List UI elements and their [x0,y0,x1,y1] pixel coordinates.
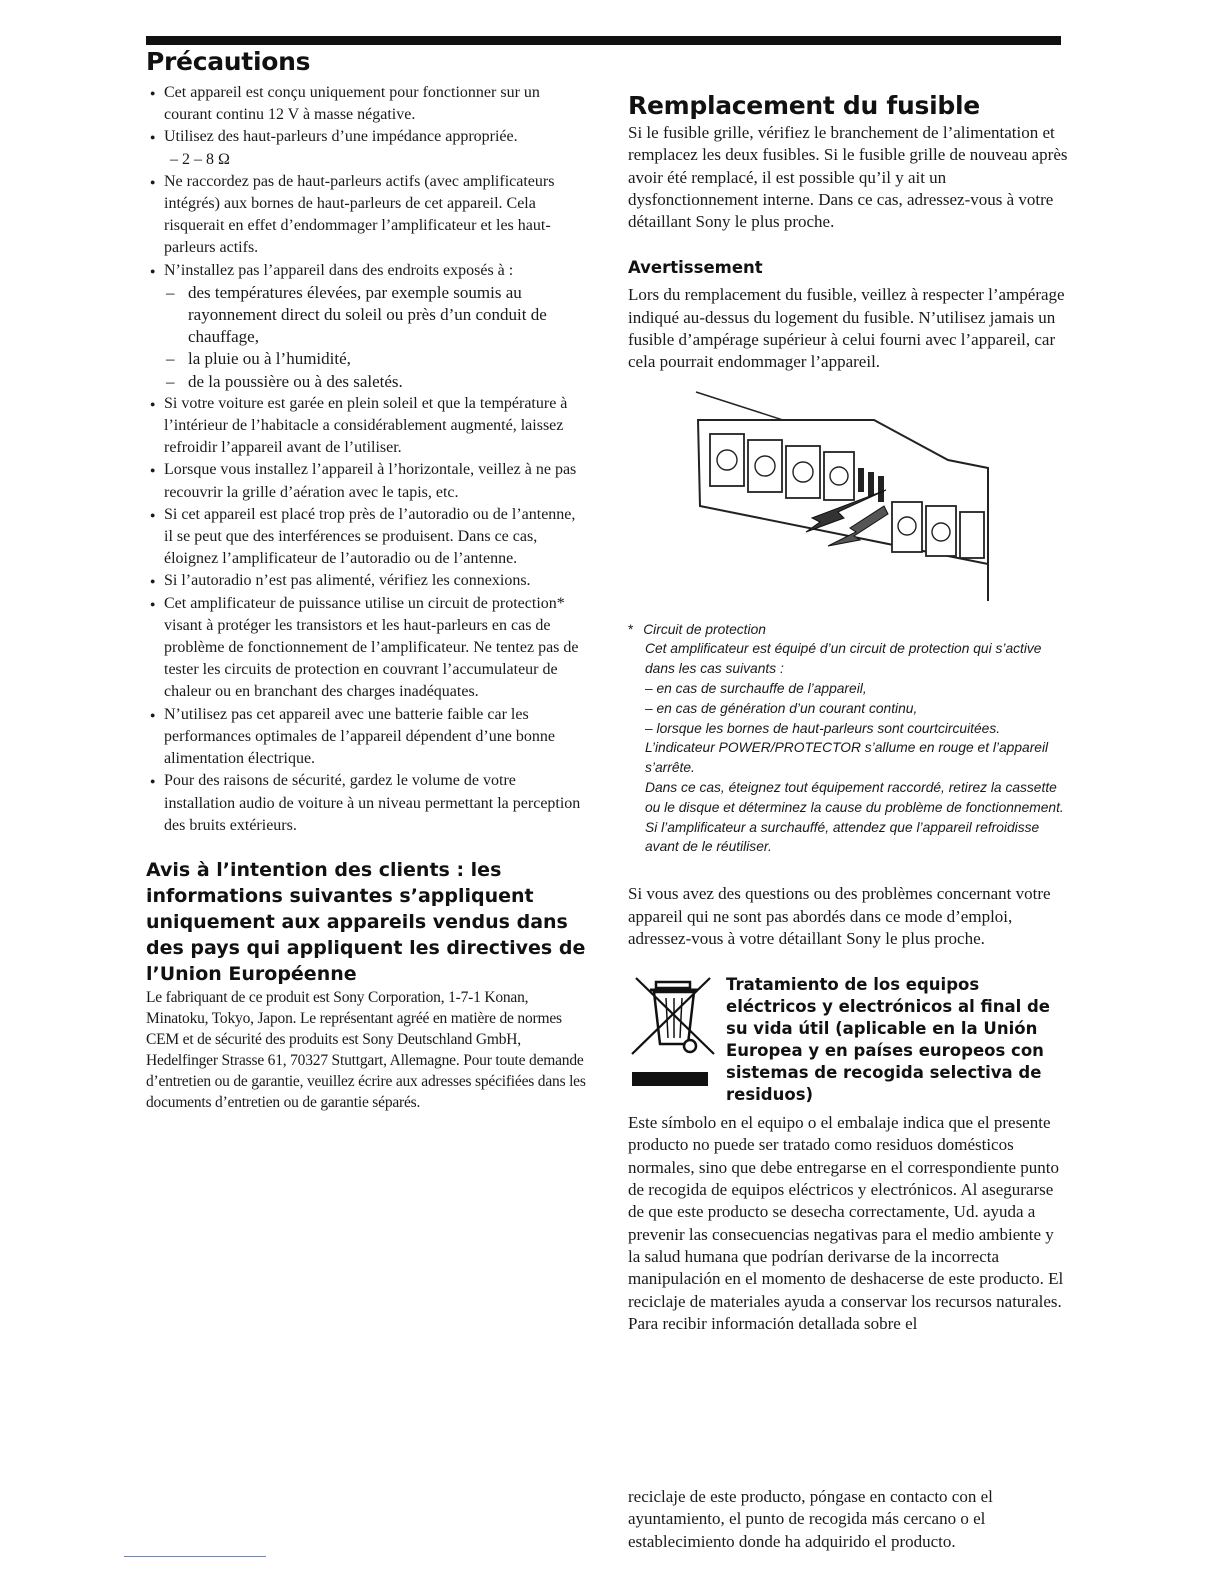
list-item: ● Si votre voiture est garée en plein soleil et que la température à l’intérieur de l’habitacle a considérablement augmenté, laissez refroidir l’appareil avant de l’utiliser. [146,393,586,460]
list-item: – des températures élevées, par exemple soumis au rayonnement direct du soleil ou près d’un conduit de chauffage, [164,282,586,349]
note-advice: Dans ce cas, éteignez tout équipement raccordé, retirez la cassette ou le disque et déterminez la cause du problème de fonctionnement. Si l’amplificateur a surchauffé, attendez que l’appareil refroidisse avant de le réutiliser. [645,780,1064,855]
warning-body: Lors du remplacement du fusible, veillez à respecter l’ampérage indiqué au-dessus du logement du fusible. N’utilisez jamais un fusible d’ampérage supérieur à celui fourni avec l’appareil, car cela pourrait endommager l’appareil. [628,285,1065,372]
fuse-replacement-illustration [688,386,1008,606]
note-title: Circuit de protection [643,621,766,637]
note-case: – lorsque les bornes de haut-parleurs sont courtcircuitées. [645,720,1001,736]
list-item: ● Cet appareil est conçu uniquement pour fonctionner sur un courant continu 12 V à masse négative. [146,82,586,126]
fuse-body: Si le fusible grille, vérifiez le branchement de l’alimentation et remplacez les deux fusibles. Si le fusible grille de nouveau après avoir été remplacé, il est possible qu’il y ait un dysfonctionnement interne. Dans ce cas, adressez-vous à votre détaillant Sony le plus proche. [628,123,1068,232]
note-case: – en cas de génération d’un courant continu, [645,700,918,716]
list-item: ● N’utilisez pas cet appareil avec une batterie faible car les performances optimales de l’appareil dépendent d’une bonne alimentation électrique. [146,704,586,771]
list-item: ● Si l’autoradio n’est pas alimenté, vérifiez les connexions. [146,570,586,592]
crossed-out-wheelie-bin-icon [628,974,724,1092]
footer-rule [124,1556,266,1557]
list-item: ● Si cet appareil est placé trop près de l’autoradio ou de l’antenne, il se peut que des interférences se produisent. Dans ce cas, éloignez l’amplificateur de l’autoradio ou de l’antenne. [146,504,586,571]
left-column [146,46,586,1113]
top-rule [146,36,1061,45]
exposure-intro: N’installez pas l’appareil dans des endroits exposés à : [164,261,514,279]
list-item: – de la poussière ou à des saletés. [164,371,586,393]
list-item: ● Cet amplificateur de puissance utilise un circuit de protection* visant à protéger les transistors et les haut-parleurs en cas de problème de fonctionnement de l’amplificateur. Ne tentez pas de tester les circuits de protection en couvrant l’accumulateur de chaleur ou en branchant des charges inadéquates. [146,593,586,704]
note-result: L’indicateur POWER/PROTECTOR s’allume en rouge et l’appareil s’arrête. [645,740,1049,776]
list-item: ● Pour des raisons de sécurité, gardez le volume de votre installation audio de voiture à un niveau permettant la perception des bruits extérieurs. [146,770,586,837]
speaker-impedance-text: Utilisez des haut-parleurs d’une impédance appropriée. [164,128,518,146]
note-intro: Cet amplificateur est équipé d’un circuit de protection qui s’active dans les cas suivants : [645,641,1042,677]
weee-continuation-text: reciclaje de este producto, póngase en contacto con el ayuntamiento, el punto de recogida más cercano o el establecimiento donde ha adquirido el producto. [628,1487,993,1551]
note-case: – en cas de surchauffe de l’appareil, [645,681,867,697]
warning-heading: Avertissement [628,258,763,278]
weee-section [628,974,1068,1106]
impedance-value: – 2 – 8 Ω [170,150,230,168]
weee-continuation [628,1486,1068,1553]
right-column [628,90,1068,1335]
questions-text: Si vous avez des questions ou des problèmes concernant votre appareil qui ne sont pas abordés dans ce mode d’emploi, adressez-vous à votre détaillant Sony le plus proche. [628,884,1051,948]
protection-note [628,620,1068,858]
list-item [146,260,586,393]
precautions-list [146,82,586,837]
eu-notice-body: Le fabriquant de ce produit est Sony Corporation, 1-7-1 Konan, Minatoku, Tokyo, Japon. Le représentant agréé en matière de normes CEM et de sécurité des produits est Sony Deutschland GmbH, Hedelfinger Strasse 61, 70327 Stuttgart, Allemagne. Pour toute demande d’entretien ou de garantie, veuillez écrire aux adresses spécifiées dans les documents d’entretien ou de garantie séparés. [146,988,586,1111]
precautions-heading: Précautions [146,47,311,76]
list-item: ● Ne raccordez pas de haut-parleurs actifs (avec amplificateurs intégrés) aux bornes de haut-parleurs de cet appareil. Cela risquerait en effet d’endommager l’amplificateur et les haut-parleurs actifs. [146,171,586,260]
weee-body: Este símbolo en el equipo o el embalaje indica que el presente producto no puede ser tratado como residuos domésticos normales, sino que debe entregarse en el correspondiente punto de recogida de equipos eléctricos y electrónicos. Al asegurarse de que este producto se desecha correctamente, Ud. ayuda a prevenir las consecuencias negativas para el medio ambiente y la salud humana que podrían derivarse de la incorrecta manipulación en el momento de deshacerse de este producto. El reciclaje de materiales ayuda a conservar los recursos naturales. Para recibir información detallada sobre el [628,1113,1064,1333]
eu-notice-heading: Avis à l’intention des clients : les informations suivantes s’appliquent uniquement aux appareils vendus dans des pays qui appliquent les directives de l’Union Européenne [146,858,586,985]
weee-heading: Tratamiento de los equipos eléctricos y electrónicos al final de su vida útil (aplicable en la Unión Europea y en países europeos con sistemas de recogida selectiva de residuos) [726,975,1050,1105]
list-item: – la pluie ou à l’humidité, [164,348,586,370]
note-marker: * [628,621,634,637]
fuse-heading: Remplacement du fusible [628,91,980,120]
list-item: ● Lorsque vous installez l’appareil à l’horizontale, veillez à ne pas recouvrir la grille d’aération avec le tapis, etc. [146,459,586,503]
exposure-list [164,282,586,393]
list-item [146,126,586,170]
